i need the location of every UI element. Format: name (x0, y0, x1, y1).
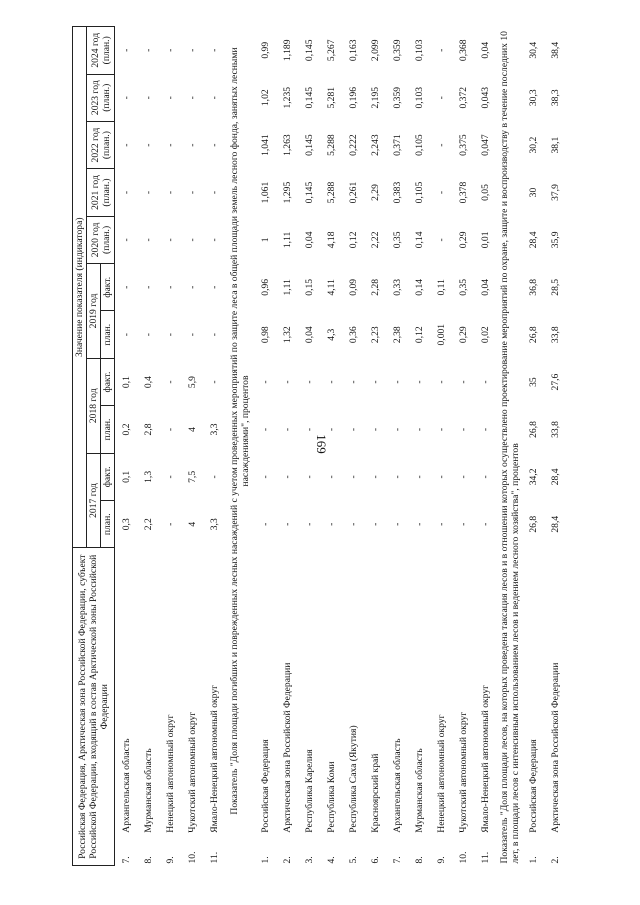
table-row (474, 27, 496, 866)
table-row (364, 27, 386, 866)
table-body (115, 27, 567, 866)
row-value: 0,11 (435, 279, 447, 296)
row-number: 4. (325, 856, 337, 864)
row-value: - (435, 475, 447, 479)
row-value: 0,35 (457, 278, 469, 296)
row-value: - (303, 427, 315, 432)
table-row (320, 27, 342, 866)
table-row (386, 27, 408, 866)
row-value: - (208, 238, 220, 242)
row-value: - (391, 522, 403, 526)
rotated-page (72, 26, 632, 866)
row-value: - (259, 380, 271, 384)
section-title-row (496, 27, 522, 866)
row-value: 1,295 (281, 181, 293, 204)
row-value: 4 (186, 521, 198, 527)
header-indicator: Значение показателя (индикатора) (73, 27, 87, 548)
row-value: 0,1 (120, 376, 132, 389)
row-value: - (164, 96, 176, 100)
row-value: 1,189 (281, 39, 293, 62)
row-number: 9. (164, 856, 176, 864)
header-fact: факт. (101, 453, 115, 500)
row-value: - (186, 190, 198, 195)
header-2017: 2017 год (87, 453, 101, 548)
table-row (408, 27, 430, 866)
row-value: 1,263 (281, 134, 293, 156)
row-value: - (413, 380, 425, 384)
row-value: 0,105 (413, 181, 425, 204)
row-value: 0,04 (479, 278, 491, 296)
row-value: 0,103 (413, 39, 425, 62)
row-value: - (391, 380, 403, 384)
row-number: 2. (549, 856, 561, 864)
row-number: 7. (120, 856, 132, 864)
row-value: - (208, 380, 220, 384)
row-value: 26,8 (527, 326, 539, 344)
row-value: - (164, 285, 176, 289)
row-value: 37,9 (549, 184, 561, 201)
row-region-name: Республика Коми (325, 761, 337, 833)
table-row (544, 27, 566, 866)
row-value: - (303, 380, 315, 384)
row-value: - (186, 96, 198, 100)
row-value: 0,14 (413, 278, 425, 296)
row-value: 35,9 (549, 231, 561, 249)
row-value: - (325, 380, 337, 384)
row-value: - (120, 285, 132, 289)
row-value: 5,288 (325, 134, 337, 156)
row-value: - (142, 190, 154, 195)
row-region-name: Ямало-Ненецкий автономный округ (208, 684, 220, 833)
row-value: 1,32 (281, 326, 293, 344)
header-2022: 2022 год (план.) (87, 121, 115, 168)
row-region-name: Мурманская область (413, 748, 425, 833)
header-2021: 2021 год (план.) (87, 169, 115, 216)
row-value: 33,8 (549, 421, 561, 438)
row-value: - (479, 475, 491, 479)
row-number: 11. (208, 851, 220, 864)
row-value: 0,12 (347, 231, 359, 249)
row-value: 1,11 (281, 231, 293, 249)
row-value: 0,383 (391, 181, 403, 204)
row-value: 0,163 (347, 39, 359, 62)
row-value: 30,4 (527, 41, 539, 59)
row-value: - (186, 285, 198, 289)
row-value: 2,22 (369, 231, 381, 249)
row-value: - (208, 475, 220, 479)
section-title-row (225, 27, 254, 866)
row-value: 1 (259, 237, 271, 243)
page-number: 169 (314, 434, 329, 454)
row-value: - (435, 190, 447, 195)
row-value: 35 (527, 377, 539, 387)
table-row (181, 27, 203, 866)
row-value: 0,35 (391, 231, 403, 249)
table-row (298, 27, 320, 866)
row-value: - (120, 238, 132, 242)
row-value: - (120, 190, 132, 195)
row-region-name: Архангельская область (120, 738, 132, 833)
row-value: 34,2 (527, 468, 539, 486)
row-region-name: Арктическая зона Российской Федерации (281, 662, 293, 833)
row-value: - (259, 522, 271, 526)
row-value: 0,105 (413, 134, 425, 156)
row-value: 28,4 (549, 468, 561, 486)
row-region-name: Мурманская область (142, 748, 154, 833)
row-region-name: Архангельская область (391, 738, 403, 833)
row-value: 0,261 (347, 181, 359, 204)
row-value: 0,145 (303, 181, 315, 204)
row-value: 30,2 (527, 136, 539, 154)
row-value: - (413, 427, 425, 432)
row-number: 6. (369, 856, 381, 864)
row-value: 2,195 (369, 86, 381, 109)
row-value: - (281, 380, 293, 384)
table-row (430, 27, 452, 866)
row-number: 5. (347, 856, 359, 864)
row-value: - (435, 238, 447, 242)
row-value: - (142, 285, 154, 289)
row-value: 28,4 (549, 515, 561, 533)
row-value: - (281, 475, 293, 479)
row-value: - (369, 475, 381, 479)
row-value: 0,14 (413, 231, 425, 249)
row-value: - (142, 96, 154, 100)
row-value: - (347, 427, 359, 432)
row-value: 0,29 (457, 326, 469, 344)
row-value: - (435, 380, 447, 384)
row-number: 9. (435, 856, 447, 864)
row-value: 4 (186, 427, 198, 432)
row-value: 0,96 (259, 278, 271, 296)
row-value: 30 (527, 187, 539, 198)
row-value: 7,5 (186, 470, 198, 483)
row-value: 0,29 (457, 231, 469, 249)
row-value: 2,28 (369, 278, 381, 296)
row-value: 2,23 (369, 326, 381, 344)
row-number: 2. (281, 856, 293, 864)
row-value: 2,099 (369, 39, 381, 62)
row-value: - (164, 143, 176, 147)
row-number: 8. (142, 856, 154, 864)
row-value: 0,359 (391, 39, 403, 62)
table-row (254, 27, 276, 866)
row-value: 0,01 (479, 231, 491, 249)
row-value: - (208, 333, 220, 337)
row-region-name: Чукотский автономный округ (186, 711, 198, 833)
row-value: - (164, 522, 176, 526)
row-value: 0,02 (479, 326, 491, 344)
row-number: 1. (527, 856, 539, 864)
header-region: Российская Федерация, Арктическая зона Российской Федерации, субъект Российской Федерации, входящий в состав Арктической зоны Российской Федерации (73, 548, 115, 866)
header-fact: факт. (101, 358, 115, 405)
row-value: 0,043 (479, 86, 491, 109)
row-value: 33,8 (549, 326, 561, 344)
row-value: 0,375 (457, 134, 469, 156)
row-value: - (325, 522, 337, 526)
header-fact: факт. (101, 264, 115, 311)
row-number: 10. (186, 851, 198, 864)
table-row (137, 27, 159, 866)
row-value: 1,3 (142, 470, 154, 483)
row-region-name: Республика Саха (Якутия) (347, 725, 359, 833)
row-value: - (369, 522, 381, 526)
row-value: - (186, 48, 198, 52)
row-value: 0,98 (259, 326, 271, 344)
row-value: - (259, 475, 271, 479)
row-value: - (435, 96, 447, 100)
row-value: - (457, 380, 469, 384)
row-number: 10. (457, 851, 469, 864)
row-value: - (479, 522, 491, 526)
table-row (452, 27, 474, 866)
row-value: 0,15 (303, 278, 315, 296)
row-region-name: Российская Федерация (527, 739, 539, 833)
row-value: - (142, 143, 154, 147)
row-value: 1,235 (281, 86, 293, 109)
row-value: - (347, 380, 359, 384)
row-region-name: Красноярский край (369, 753, 381, 833)
row-value: - (325, 427, 337, 432)
row-value: - (120, 96, 132, 100)
row-value: 0,145 (303, 86, 315, 109)
row-value: 2,38 (391, 326, 403, 344)
row-value: 1,041 (259, 134, 271, 156)
row-value: - (457, 522, 469, 526)
row-value: - (479, 427, 491, 432)
section-title: Показатель "Доля площади погибших и поврежденных лесных насаждений с учетом проведенных мероприятий по защите леса в общей площади земель лесного фонда, занятых лесными насаждениями", процентов (229, 47, 252, 815)
row-value: - (120, 143, 132, 147)
row-value: - (391, 475, 403, 479)
row-value: - (413, 522, 425, 526)
row-value: 0,04 (479, 41, 491, 59)
row-value: - (347, 475, 359, 479)
row-value: 1,061 (259, 181, 271, 204)
row-value: 28,5 (549, 278, 561, 296)
row-value: - (435, 427, 447, 432)
row-region-name: Чукотский автономный округ (457, 711, 469, 833)
row-number: 11. (479, 851, 491, 864)
row-value: 0,047 (479, 134, 491, 156)
row-value: 0,12 (413, 326, 425, 344)
row-value: - (142, 333, 154, 337)
row-value: - (391, 427, 403, 432)
row-value: 0,2 (120, 423, 132, 436)
row-value: 0,222 (347, 134, 359, 156)
row-value: - (120, 48, 132, 52)
row-value: 0,378 (457, 181, 469, 204)
row-value: 0,145 (303, 134, 315, 156)
row-number: 8. (413, 856, 425, 864)
row-value: 0,04 (303, 231, 315, 249)
row-value: 4,18 (325, 231, 337, 249)
row-value: 27,6 (549, 373, 561, 391)
row-value: 0,371 (391, 134, 403, 156)
row-region-name: Ненецкий автономный округ (435, 714, 447, 833)
row-value: 26,8 (527, 421, 539, 438)
row-value: 0,372 (457, 86, 469, 109)
row-value: 1,11 (281, 279, 293, 296)
row-value: 38,1 (549, 136, 561, 154)
row-value: 2,243 (369, 134, 381, 156)
row-region-name: Российская Федерация (259, 739, 271, 833)
row-value: - (208, 285, 220, 289)
row-value: 0,33 (391, 278, 403, 296)
row-value: - (281, 522, 293, 526)
row-value: 0,359 (391, 86, 403, 109)
row-value: 5,267 (325, 39, 337, 62)
row-region-name: Республика Карелия (303, 749, 315, 833)
row-value: - (208, 190, 220, 195)
row-value: 0,145 (303, 39, 315, 62)
table-row (342, 27, 364, 866)
header-plan: план. (101, 406, 115, 453)
row-value: 0,3 (120, 518, 132, 531)
row-value: 28,4 (527, 231, 539, 249)
row-value: 0,09 (347, 278, 359, 296)
header-plan: план. (101, 311, 115, 358)
row-value: - (164, 190, 176, 195)
row-value: - (281, 427, 293, 432)
row-region-name: Ненецкий автономный округ (164, 714, 176, 833)
row-value: - (369, 427, 381, 432)
row-value: - (142, 48, 154, 52)
row-number: 1. (259, 856, 271, 864)
section-title: Показатель "Доля площади лесов, на которых проведена таксация лесов и в отношении которых осуществлено проектирование мероприятий по охране, защите и воспроизводству в течение последних 10 лет, в площади лесов с интенсивным использованием лесов и ведением лесного хозяйства", процентов (499, 31, 522, 864)
row-value: 0,368 (457, 39, 469, 62)
row-value: 0,36 (347, 326, 359, 344)
row-value: - (164, 380, 176, 384)
indicator-table (72, 26, 566, 866)
row-value: 0,04 (303, 326, 315, 344)
row-value: - (435, 522, 447, 526)
row-value: 5,281 (325, 86, 337, 109)
row-value: 4,3 (325, 328, 337, 341)
row-value: 2,8 (142, 423, 154, 436)
row-value: 38,3 (549, 89, 561, 107)
row-value: - (435, 48, 447, 52)
row-value: - (186, 238, 198, 242)
row-value: 0,103 (413, 86, 425, 109)
row-region-name: Ямало-Ненецкий автономный округ (479, 684, 491, 833)
row-value: - (186, 143, 198, 147)
header-2020: 2020 год (план.) (87, 216, 115, 263)
row-number: 7. (391, 856, 403, 864)
row-value: - (413, 475, 425, 479)
row-value: - (457, 427, 469, 432)
row-value: 5,9 (186, 376, 198, 389)
row-value: - (479, 380, 491, 384)
row-value: 0,1 (120, 470, 132, 483)
row-value: - (435, 143, 447, 147)
row-value: 0,001 (435, 323, 447, 346)
table-row (115, 27, 138, 866)
row-value: - (208, 143, 220, 147)
row-value: - (164, 475, 176, 479)
row-value: 3,3 (208, 423, 220, 436)
header-2018: 2018 год (87, 358, 101, 453)
row-value: - (186, 333, 198, 337)
table-row (203, 27, 225, 866)
row-value: - (164, 333, 176, 337)
row-value: - (303, 522, 315, 526)
table-row (159, 27, 181, 866)
row-value: - (164, 48, 176, 52)
row-value: 36,8 (527, 278, 539, 296)
row-region-name: Арктическая зона Российской Федерации (549, 662, 561, 833)
row-value: - (325, 475, 337, 479)
row-value: 1,02 (259, 89, 271, 107)
row-value: 38,4 (549, 41, 561, 59)
row-value: 0,4 (142, 376, 154, 389)
row-value: 5,288 (325, 181, 337, 204)
row-value: - (164, 427, 176, 432)
row-value: - (457, 475, 469, 479)
row-value: - (208, 96, 220, 100)
row-value: 0,196 (347, 86, 359, 109)
header-plan: план. (101, 501, 115, 548)
table-row (276, 27, 298, 866)
row-number: 3. (303, 856, 315, 864)
header-2023: 2023 год (план.) (87, 74, 115, 121)
row-value: - (369, 380, 381, 384)
row-value: 26,8 (527, 515, 539, 533)
row-value: 2,29 (369, 184, 381, 201)
row-value: - (303, 475, 315, 479)
table-row (522, 27, 544, 866)
row-value: - (142, 238, 154, 242)
row-value: 0,05 (479, 184, 491, 201)
row-value: - (164, 238, 176, 242)
row-value: - (120, 333, 132, 337)
row-value: - (347, 522, 359, 526)
row-value: 4,11 (325, 279, 337, 296)
header-2019: 2019 год (87, 264, 101, 359)
row-value: 3,3 (208, 518, 220, 531)
row-value: 0,99 (259, 41, 271, 59)
row-value: 2,2 (142, 518, 154, 531)
header-2024: 2024 год (план.) (87, 27, 115, 75)
row-value: 30,3 (527, 89, 539, 107)
row-value: - (208, 48, 220, 52)
row-value: - (259, 427, 271, 432)
